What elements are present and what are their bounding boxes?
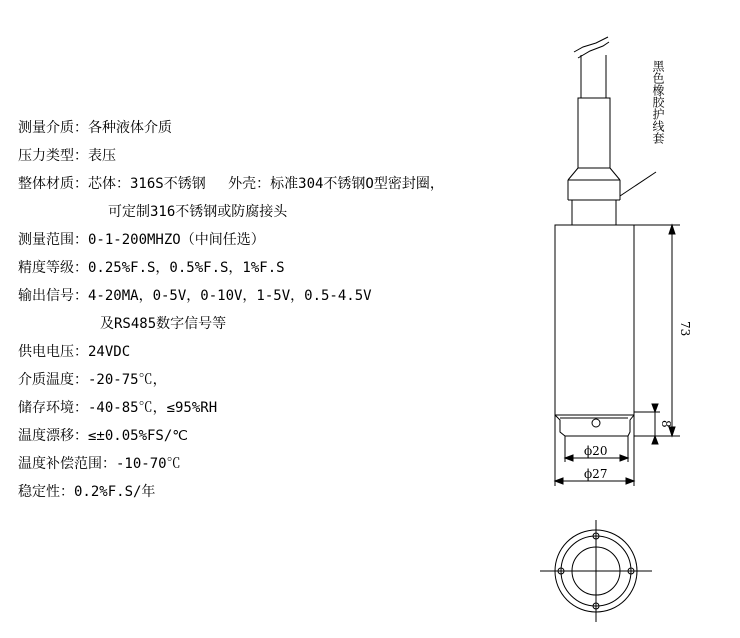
sheath-leader (620, 172, 656, 196)
spec-accuracy: 精度等级：0.25%F.S，0.5%F.S，1%F.S (18, 260, 285, 276)
spec-output-continued: 及RS485数字信号等 (100, 316, 227, 332)
dim-tip-label: 8 (659, 420, 673, 428)
spec-temp-drift: 温度漂移：≤±0.05%FS/℃ (18, 428, 189, 444)
spec-supply: 供电电压：24VDC (18, 344, 131, 360)
sensor-body (555, 225, 634, 436)
cable (574, 37, 609, 98)
cable-sheath-label: 黑色橡胶护线套 (651, 60, 665, 144)
spec-output: 输出信号：4-20MA，0-5V，0-10V，1-5V，0.5-4.5V (18, 288, 372, 304)
spec-material: 整体材质：芯体：316S不锈钢 外壳：标准304不锈钢O型密封圈， (18, 176, 444, 192)
vent-hole (592, 419, 600, 427)
dim-d27-label: ϕ27 (584, 467, 608, 481)
spec-medium-temp: 介质温度：-20-75℃， (18, 372, 167, 388)
spec-temp-comp: 温度补偿范围：-10-70℃ (18, 456, 181, 472)
cable-sheath (568, 98, 620, 225)
dim-d20-label: ϕ20 (584, 444, 608, 458)
dim-tip (634, 404, 660, 444)
spec-range: 测量范围：0-1-200MHZO（中间任选） (18, 232, 265, 248)
dim-length-label: 73 (678, 321, 692, 337)
spec-material-continued: 可定制316不锈钢或防腐接头 (108, 204, 288, 220)
end-view (540, 520, 652, 622)
spec-stability: 稳定性：0.2%F.S/年 (18, 484, 156, 500)
spec-pressure-type: 压力类型：表压 (18, 148, 116, 164)
spec-medium: 测量介质：各种液体介质 (18, 120, 172, 136)
spec-storage: 储存环境：-40-85℃，≤95%RH (18, 400, 218, 416)
